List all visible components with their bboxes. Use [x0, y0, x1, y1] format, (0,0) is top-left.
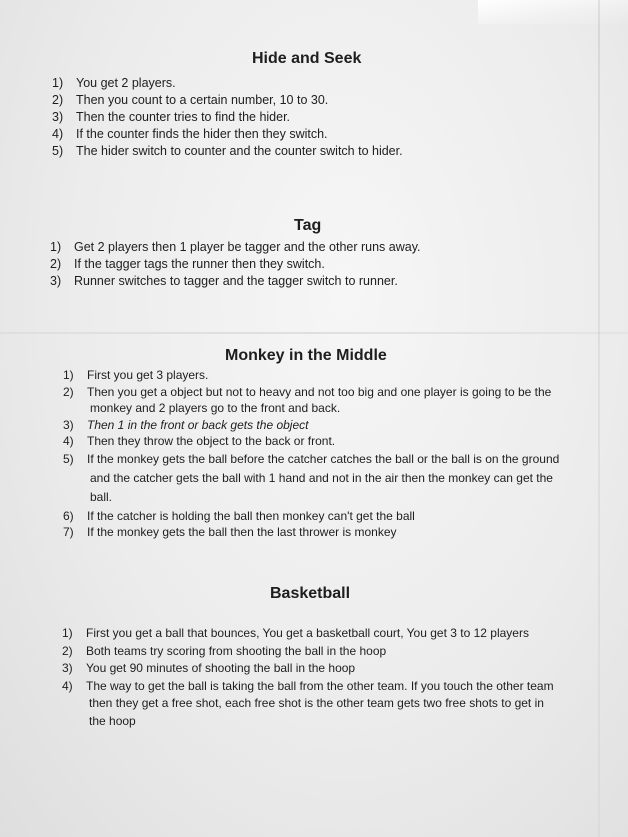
paper-fold-crease [0, 332, 628, 334]
list-item: 3) Then 1 in the front or back gets the object [63, 417, 309, 432]
list-item: 4) If the counter finds the hider then they switch. [52, 127, 328, 141]
list-item: 1) First you get a ball that bounces, You get a basketball court, You get 3 to 12 players [62, 626, 529, 640]
list-item: 4) The way to get the ball is taking the ball from the other team. If you touch the other team then they get a free shot, each free shot is the other team gets two free shots to get in the hoop [62, 678, 554, 728]
monkey-in-the-middle-rules [63, 367, 559, 541]
hide-and-seek-rules [52, 75, 403, 160]
paper-edge-crease [598, 0, 600, 837]
list-item: 2) Then you count to a certain number, 10 to 30. [52, 93, 329, 107]
list-item: 5) If the monkey gets the ball before the catcher catches the ball or the ball is on the ground and the catcher gets the ball with 1 hand and not in the air then the monkey can get the ball. [63, 451, 560, 504]
list-item: 3) You get 90 minutes of shooting the ball in the hoop [62, 661, 356, 675]
list-item: 7) If the monkey gets the ball then the last thrower is monkey [63, 525, 397, 539]
list-item: 5) The hider switch to counter and the counter switch to hider. [52, 144, 403, 158]
paper-corner-fold [478, 0, 628, 24]
list-item: 1) Get 2 players then 1 player be tagger and the other runs away. [50, 240, 421, 254]
list-item: 1) You get 2 players. [52, 76, 176, 90]
list-item: 3) Then the counter tries to find the hider. [52, 110, 291, 124]
section-title-basketball: Basketball [270, 585, 351, 602]
section-title-monkey-in-the-middle: Monkey in the Middle [225, 347, 387, 364]
basketball-rules [62, 625, 554, 730]
list-item: 4) Then they throw the object to the back or front. [63, 434, 336, 448]
list-item: 3) Runner switches to tagger and the tagger switch to runner. [50, 274, 398, 288]
list-item: 1) First you get 3 players. [63, 368, 209, 382]
list-item: 2) Both teams try scoring from shooting the ball in the hoop [62, 643, 387, 658]
list-item: 2) Then you get a object but not to heavy and not too big and one player is going to be the monkey and 2 players go to the front and back. [63, 384, 552, 415]
section-title-tag: Tag [294, 217, 322, 234]
list-item: 2) If the tagger tags the runner then they switch. [50, 257, 325, 271]
tag-rules [50, 239, 421, 290]
section-title-hide-and-seek: Hide and Seek [252, 50, 362, 67]
list-item: 6) If the catcher is holding the ball then monkey can't get the ball [63, 508, 415, 523]
